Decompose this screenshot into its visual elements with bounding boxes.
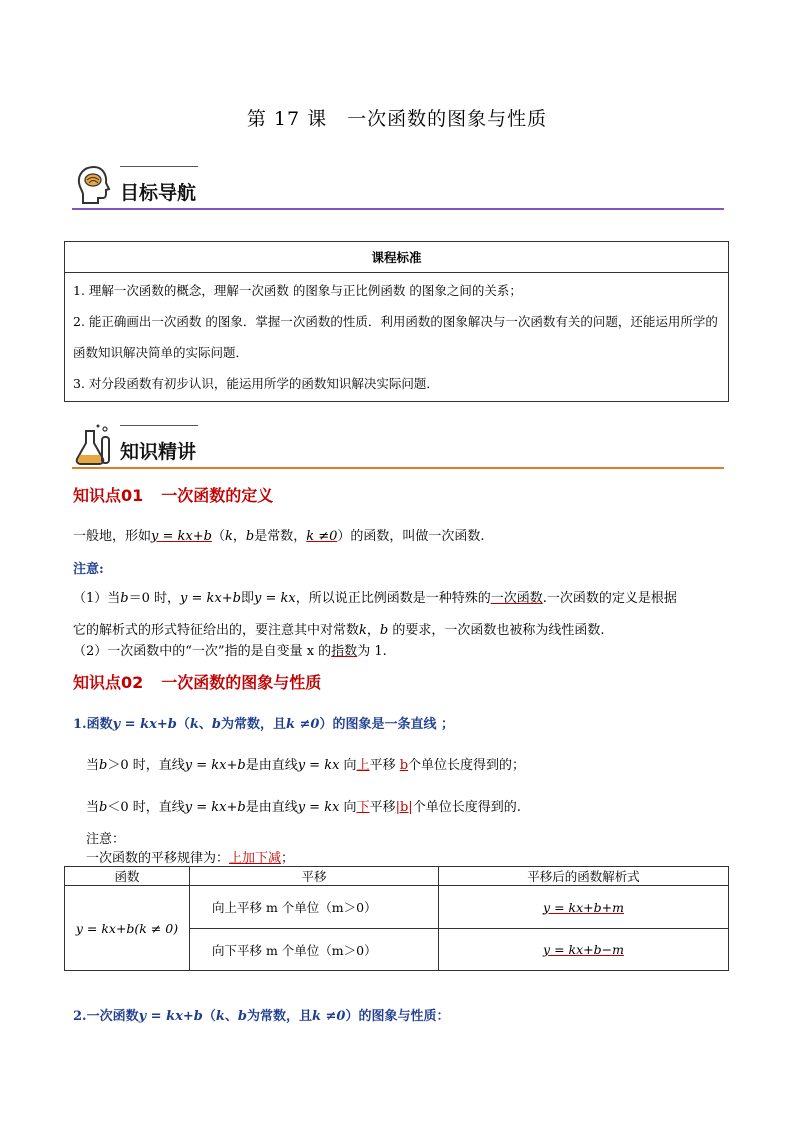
kp2-point1 (73, 713, 454, 732)
kp2-line-up (86, 754, 525, 773)
text: 为 1. (357, 644, 387, 659)
text: ，所以说正比例函数是一种特殊的 (295, 591, 491, 606)
kp1-definition (73, 525, 485, 544)
kp1-text: 一次函数的定义 (161, 486, 274, 505)
underlined-term: 上 (356, 758, 370, 773)
kp1-note-label: 注意: (73, 562, 104, 577)
table-result-cell (439, 929, 729, 971)
kp1-note1-cont (73, 619, 605, 638)
var-b: b (237, 1009, 247, 1024)
var-b: b (245, 529, 255, 544)
var-b: b (379, 623, 389, 638)
formula: y = kx+b (151, 529, 212, 544)
var-b: b (120, 591, 129, 606)
kp2-point2 (73, 1005, 449, 1024)
section-title-knowledge: 知识精讲 (120, 441, 197, 463)
text: （ (202, 1009, 216, 1024)
text: ， (232, 529, 246, 544)
text: ）的函数，叫做一次函数. (337, 529, 485, 544)
text: （1）当 (73, 591, 121, 606)
text: ＞0 时，直线 (107, 758, 185, 773)
text: 一般地，形如 (73, 529, 152, 544)
kp2-line-down (86, 796, 521, 815)
text: 个单位长度得到的； (408, 758, 526, 773)
formula: y = kx+b (112, 717, 177, 732)
text: 当 (86, 758, 100, 773)
underlined-term: b (399, 758, 409, 773)
text: 是由直线 (245, 800, 298, 815)
text: 为常数，且 (246, 1009, 312, 1024)
text: 向 (339, 758, 357, 773)
text: 向 (339, 800, 357, 815)
formula: y = kx (297, 800, 340, 815)
standards-body (65, 273, 729, 402)
kp1-note2 (73, 640, 387, 659)
var-k: k (215, 1009, 225, 1024)
text: 平移 (369, 758, 400, 773)
page-title: 第 17 课 一次函数的图象与性质 (246, 108, 548, 130)
standards-header: 课程标准 (65, 242, 729, 273)
section-title-goals: 目标导航 (120, 182, 197, 204)
condition: k ≠0 (285, 717, 320, 732)
text: 是由直线 (245, 758, 298, 773)
table-header: 平移 (190, 867, 439, 886)
var-k: k (189, 717, 199, 732)
text: 1.函数 (73, 717, 113, 732)
standard-item: 1. 理解一次函数的概念，理解一次函数 的图象与正比例函数 的图象之间的关系； (73, 283, 522, 298)
formula: y = kx+b (138, 1009, 203, 1024)
formula: y = kx+b (184, 800, 246, 815)
text: 2.一次函数 (73, 1009, 139, 1024)
var-k: k (224, 529, 233, 544)
var-b: b (99, 758, 108, 773)
text: 是常数， (254, 529, 307, 544)
kp2-title (73, 670, 321, 693)
text: 平移 (369, 800, 396, 815)
kp2-text: 一次函数的图象与性质 (161, 673, 322, 692)
text: ， (366, 623, 380, 638)
kp1-number: 知识点01 (73, 486, 144, 505)
table-shift-cell: 向上平移 m 个单位（m＞0） (190, 886, 439, 929)
table-shift-cell: 向下平移 m 个单位（m＞0） (190, 929, 439, 971)
text: （2）一次函数中的“一次”指的是自变量 x 的 (73, 644, 332, 659)
text: 一次函数的平移规律为： (86, 851, 230, 866)
kp2-number: 知识点02 (73, 673, 144, 692)
text: ＝0 时， (128, 591, 181, 606)
text: 当 (86, 800, 100, 815)
text: 、 (198, 717, 212, 732)
shift-table (64, 866, 729, 971)
kp1-note1 (73, 587, 677, 606)
underlined-term: 上加下减 (229, 851, 282, 866)
table-header: 平移后的函数解析式 (439, 867, 729, 886)
text: ； (281, 851, 295, 866)
formula: y = kx+b (184, 758, 246, 773)
table-function-cell: y = kx+b(k ≠ 0) (65, 886, 190, 971)
text: 即 (240, 591, 254, 606)
table-header: 函数 (65, 867, 190, 886)
result-formula: y = kx+b−m (543, 942, 624, 957)
text: （ (211, 529, 225, 544)
var-b: b (99, 800, 108, 815)
head-brain-icon (74, 164, 114, 206)
text: 的要求，一次函数也被称为线性函数. (388, 623, 605, 638)
var-k: k (359, 623, 367, 638)
underlined-term: |b| (395, 800, 413, 815)
condition: k ≠0 (311, 1009, 346, 1024)
underlined-term: 一次函数 (490, 591, 543, 606)
text: （ (176, 717, 190, 732)
text: .一次函数的定义是根据 (542, 591, 677, 606)
standards-table (64, 241, 729, 402)
formula: y = kx (253, 591, 296, 606)
underlined-term: 下 (356, 800, 370, 815)
text: 为常数，且 (220, 717, 286, 732)
var-b: b (211, 717, 221, 732)
condition: k ≠0 (306, 529, 338, 544)
text: 它的解析式的形式特征给出的，要注意其中对常数 (73, 623, 360, 638)
result-formula: y = kx+b+m (543, 899, 624, 915)
underlined-term: 指数 (331, 644, 358, 659)
kp1-title (73, 483, 273, 506)
kp2-shift-rule (86, 847, 294, 866)
text: 、 (224, 1009, 238, 1024)
kp2-note-label: 注意： (86, 832, 126, 847)
formula: y = kx+b (180, 591, 241, 606)
standard-item: 2. 能正确画出一次函数 的图象．掌握一次函数的性质．利用函数的图象解决与一次函数有关的问题，还能运用所学的函数知识解决简单的实际问题． (73, 314, 718, 360)
text: ）的图象是一条直线 ； (319, 717, 454, 732)
section-header-goals (72, 162, 724, 210)
section-header-knowledge (72, 421, 724, 469)
text: ）的图象与性质： (345, 1009, 450, 1024)
standard-item: 3. 对分段函数有初步认识，能运用所学的函数知识解决实际问题． (73, 376, 439, 391)
flask-icon (74, 423, 114, 465)
text: ＜0 时，直线 (107, 800, 185, 815)
table-result-cell (439, 886, 729, 929)
text: 个单位长度得到的. (412, 800, 521, 815)
formula: y = kx (297, 758, 340, 773)
